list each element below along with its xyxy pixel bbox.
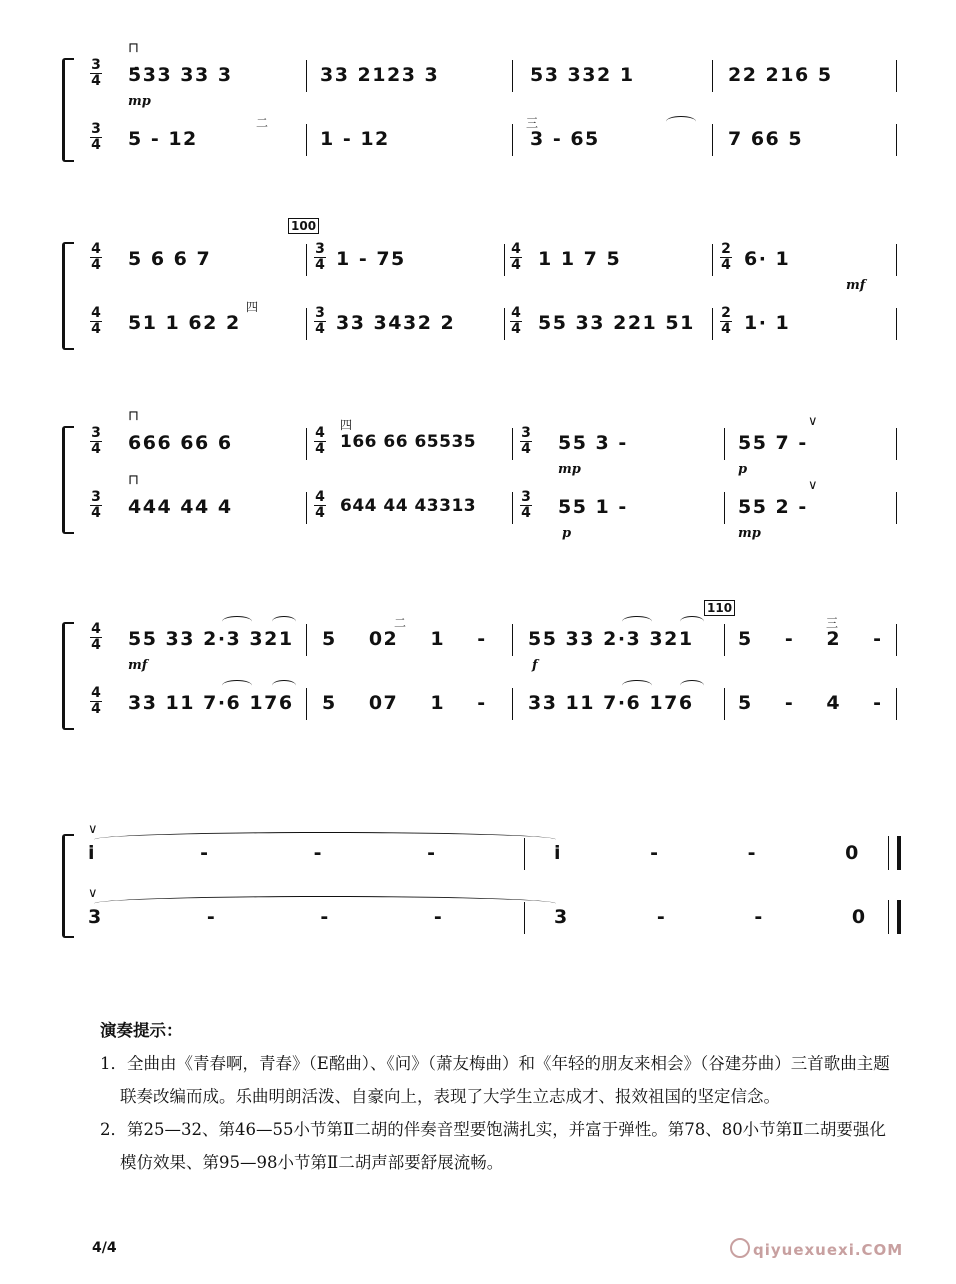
barline xyxy=(712,244,713,276)
system-brace xyxy=(62,58,74,162)
final-barline xyxy=(888,900,901,934)
measure-3: 55 33 2·3 321 xyxy=(528,628,694,650)
staff-lower xyxy=(84,472,900,541)
barline xyxy=(896,308,897,340)
time-signature: 4 4 xyxy=(91,621,101,653)
barline xyxy=(724,624,725,656)
time-signature: 3 4 xyxy=(91,57,101,89)
barline xyxy=(306,428,307,460)
barline xyxy=(724,688,725,720)
time-signature: 4 4 xyxy=(315,425,325,457)
slur xyxy=(222,680,252,691)
barline xyxy=(896,60,897,92)
measure-1: 5 - 12 xyxy=(128,128,198,150)
barline xyxy=(524,838,525,870)
time-signature: 4 4 xyxy=(511,305,521,337)
finger-mark: 二 xyxy=(394,616,407,630)
barline xyxy=(306,124,307,156)
slur xyxy=(222,616,252,627)
barline xyxy=(512,428,513,460)
barline xyxy=(896,244,897,276)
time-signature: 4 4 xyxy=(91,241,101,273)
barline xyxy=(524,902,525,934)
barline xyxy=(724,428,725,460)
time-signature: 2 4 xyxy=(721,241,731,273)
dynamic-mf: mf xyxy=(846,278,866,293)
system-1 xyxy=(62,40,898,168)
dynamic-mp: mp xyxy=(128,94,151,109)
barline xyxy=(306,308,307,340)
measure-1: 55 33 2·3 321 xyxy=(128,628,294,650)
measure-4: 1· 1 xyxy=(744,312,791,334)
system-3 xyxy=(62,408,898,541)
measure-1: 5̇33 33 3 xyxy=(128,64,233,86)
measure-2: 5 07 1 - xyxy=(322,692,487,714)
staff-upper xyxy=(84,616,900,673)
barline xyxy=(306,244,307,276)
measure-3: 1 1 7 5 xyxy=(538,248,622,270)
staff-lower xyxy=(84,300,900,352)
measure-2: 644 44 43313 xyxy=(340,496,477,516)
time-signature: 3 4 xyxy=(521,425,531,457)
system-5 xyxy=(62,822,898,946)
barline xyxy=(306,624,307,656)
barline xyxy=(512,60,513,92)
barline xyxy=(512,124,513,156)
time-signature: 4 4 xyxy=(315,489,325,521)
system-brace xyxy=(62,426,74,534)
measure-3: 55 33 221 51 xyxy=(538,312,695,334)
barline xyxy=(724,492,725,524)
barline xyxy=(896,428,897,460)
staff-upper xyxy=(84,240,900,293)
performance-notes xyxy=(100,1014,900,1179)
finger-mark: 四 xyxy=(246,300,259,314)
measure-1: 33 11 7·6 176 xyxy=(128,692,294,714)
measure-2: 1 - 12 xyxy=(320,128,390,150)
breath-mark: ∨ xyxy=(88,886,98,901)
bow-mark: ⊓ xyxy=(128,472,139,488)
measure-3: 33 11 7·6 176 xyxy=(528,692,694,714)
slur xyxy=(680,680,704,691)
page-number: 4/4 xyxy=(92,1240,117,1256)
system-brace xyxy=(62,242,74,350)
watermark-text: qiyuexuexi.COM xyxy=(753,1241,904,1259)
measure-4: 55 2 - xyxy=(738,496,808,518)
measure-3: 55 1 - xyxy=(558,496,628,518)
measure-2: 5 02 1 - xyxy=(322,628,487,650)
measure-2: 1 - 75 xyxy=(336,248,406,270)
slur xyxy=(272,680,296,691)
measure-4: 22 216 5 xyxy=(728,64,833,86)
time-signature: 2 4 xyxy=(721,305,731,337)
barline xyxy=(896,124,897,156)
finger-mark: 三 xyxy=(826,616,839,630)
breath-mark: ∨ xyxy=(808,478,818,493)
dynamic-mp: mp xyxy=(738,526,761,541)
barline xyxy=(512,624,513,656)
system-brace xyxy=(62,622,74,730)
measure-1: 51 1 62 2 xyxy=(128,312,241,334)
measure-3: 3 - 65 xyxy=(530,128,600,150)
slur xyxy=(666,116,696,127)
dynamic-mf: mf xyxy=(128,658,148,673)
dynamic-p: p xyxy=(738,462,748,477)
finger-mark: 三 xyxy=(526,116,539,130)
bow-mark: ⊓ xyxy=(128,408,139,424)
barline xyxy=(504,244,505,276)
staff-upper xyxy=(84,822,900,882)
system-brace xyxy=(62,834,74,938)
measure-4: 55 7 - xyxy=(738,432,808,454)
time-signature: 4 4 xyxy=(91,305,101,337)
measure-4: 6· 1 xyxy=(744,248,791,270)
time-signature: 4 4 xyxy=(91,685,101,717)
rehearsal-mark-100: 100 xyxy=(288,218,319,234)
dynamic-p: p xyxy=(562,526,572,541)
time-signature: 3 4 xyxy=(91,489,101,521)
rehearsal-mark-110: 110 xyxy=(704,600,735,616)
breath-mark: ∨ xyxy=(808,414,818,429)
bow-mark: ⊓ xyxy=(128,40,139,56)
slur xyxy=(622,616,652,627)
staff-upper xyxy=(84,40,900,109)
measure-1: i - - - xyxy=(88,842,437,864)
time-signature: 3 4 xyxy=(91,121,101,153)
barline xyxy=(306,60,307,92)
slur xyxy=(272,616,296,627)
barline xyxy=(712,60,713,92)
barline xyxy=(512,492,513,524)
measure-1: 5 6 6 7 xyxy=(128,248,212,270)
measure-2: 3 - - 0 xyxy=(554,906,867,928)
measure-3: 55 3 - xyxy=(558,432,628,454)
measure-2: 166 66 65535 xyxy=(340,432,477,452)
measure-1: 444 44 4 xyxy=(128,496,233,518)
staff-lower xyxy=(84,684,900,732)
time-signature: 3 4 xyxy=(315,305,325,337)
measure-1: 666 66 6 xyxy=(128,432,233,454)
final-barline xyxy=(888,836,901,870)
time-signature: 4 4 xyxy=(511,241,521,273)
staff-lower xyxy=(84,886,900,946)
system-4 xyxy=(62,601,898,732)
barline xyxy=(306,492,307,524)
time-signature: 3 4 xyxy=(521,489,531,521)
watermark xyxy=(730,1238,903,1259)
measure-3: 53 332 1 xyxy=(530,64,635,86)
notes-item-2: 2．第25—32、第46—55小节第Ⅱ二胡的伴奏音型要饱满扎实，并富于弹性。第78、80小节第Ⅱ二胡要强化模仿效果、第95—98小节第Ⅱ二胡声部要舒展流畅。 xyxy=(100,1120,886,1172)
notes-item-1: 1．全曲由《青春啊，青春》（E酩曲）、《问》（萧友梅曲）和《年轻的朋友来相会》（谷建芬曲）三首歌曲主题联奏改编而成。乐曲明朗活泼、自豪向上，表现了大学生立志成才、报效祖国的坚定信念。 xyxy=(100,1054,890,1106)
dynamic-mp: mp xyxy=(558,462,581,477)
slur xyxy=(622,680,652,691)
measure-4: 5 - 4 - xyxy=(738,692,883,714)
barline xyxy=(712,124,713,156)
slur xyxy=(680,616,704,627)
watermark-logo-icon xyxy=(730,1238,750,1258)
measure-2: 33 2123 3 xyxy=(320,64,440,86)
dynamic-f: f xyxy=(532,658,538,673)
measure-2: i - - 0 xyxy=(554,842,860,864)
barline xyxy=(896,624,897,656)
notes-heading: 演奏提示： xyxy=(100,1021,183,1040)
breath-mark: ∨ xyxy=(88,822,98,837)
staff-lower xyxy=(84,116,900,168)
barline xyxy=(896,688,897,720)
measure-1: 3 - - - xyxy=(88,906,444,928)
time-signature: 3 4 xyxy=(91,425,101,457)
barline xyxy=(504,308,505,340)
barline xyxy=(896,492,897,524)
staff-upper xyxy=(84,408,900,477)
barline xyxy=(306,688,307,720)
time-signature: 3 4 xyxy=(315,241,325,273)
barline xyxy=(712,308,713,340)
barline xyxy=(512,688,513,720)
measure-4: 7 66 5 xyxy=(728,128,804,150)
system-2 xyxy=(62,219,898,352)
measure-2: 33 3432 2 xyxy=(336,312,456,334)
measure-4: 5 - 2 - xyxy=(738,628,883,650)
finger-mark: 二 xyxy=(256,116,269,130)
finger-mark: 四 xyxy=(340,418,353,432)
